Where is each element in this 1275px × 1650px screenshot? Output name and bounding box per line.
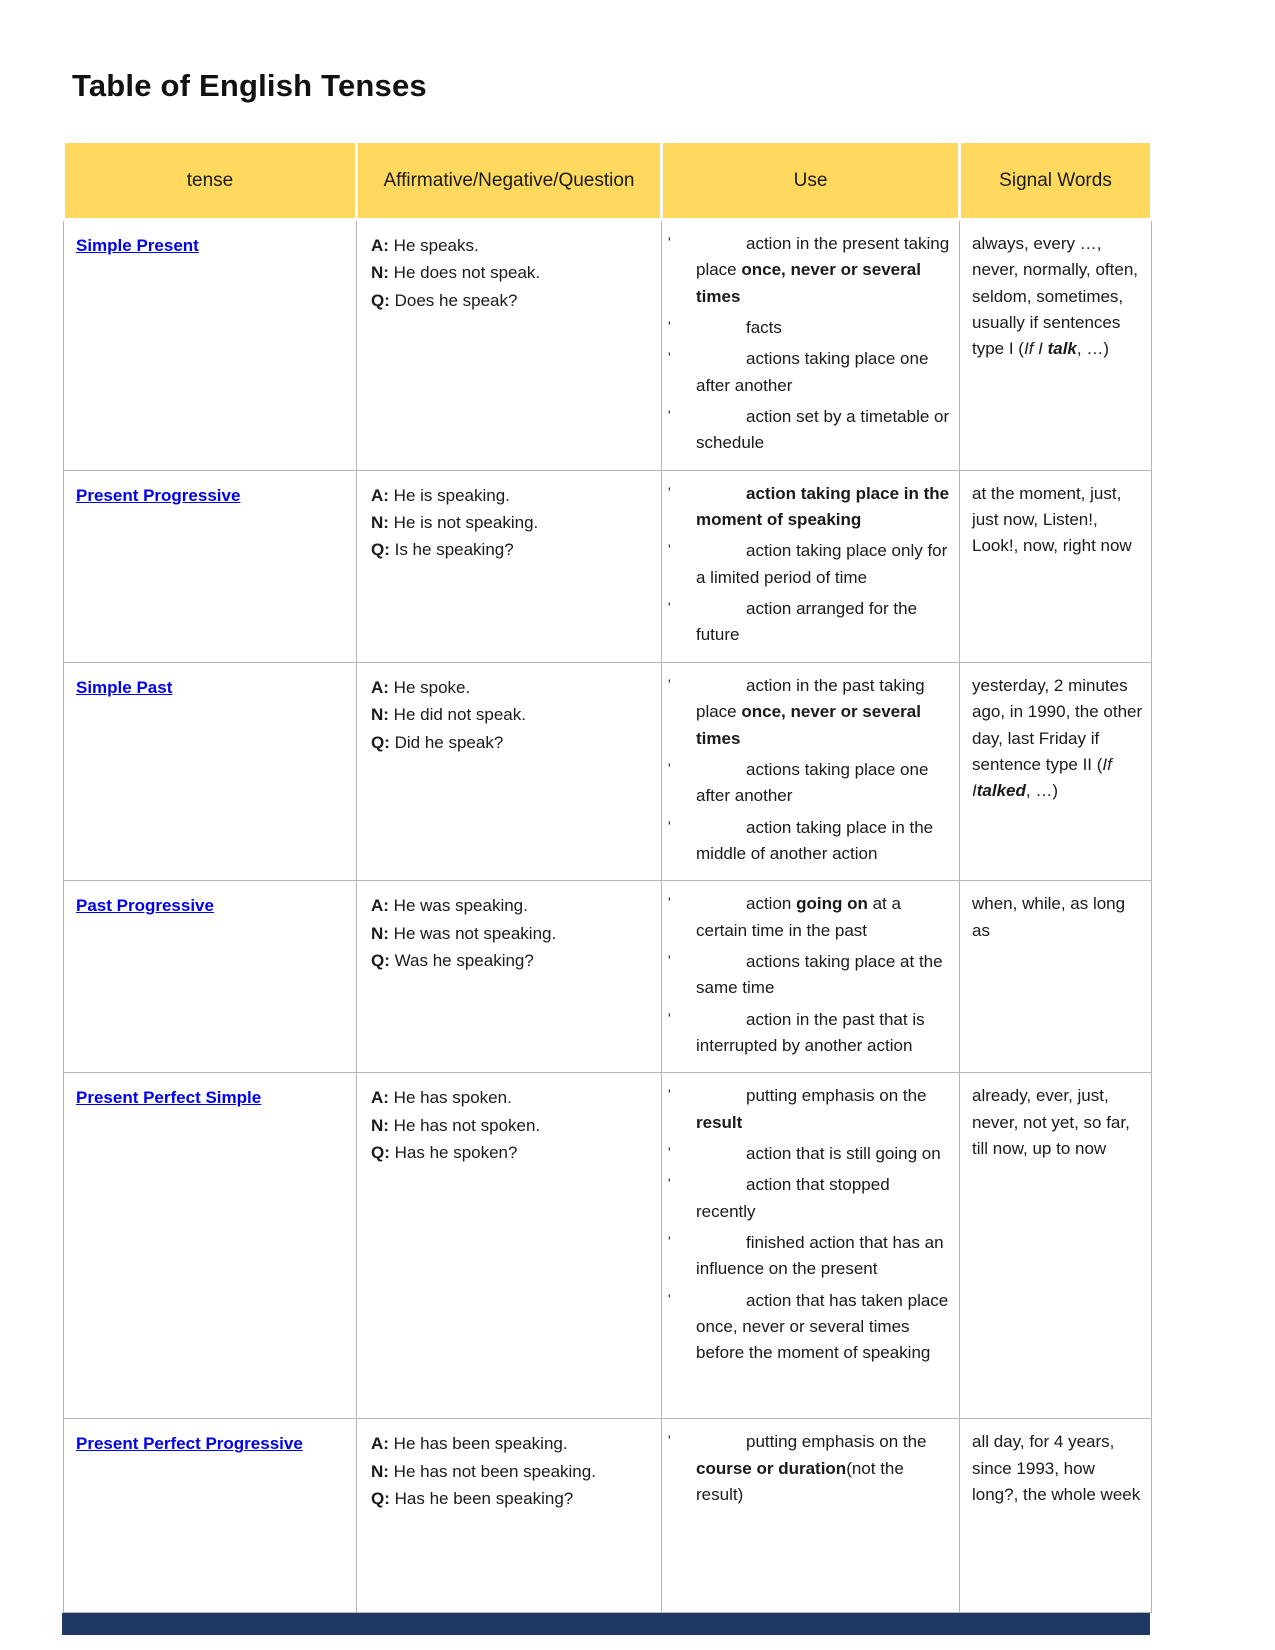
bullet-icon: ' [668, 1290, 671, 1307]
anq-line [371, 1486, 651, 1512]
anq-label: Q: [371, 1142, 395, 1162]
use-item [662, 949, 951, 1002]
text-run: action arranged for the future [696, 599, 918, 645]
use-text [696, 818, 933, 863]
text-run: action taking place in the middle of another action [696, 817, 934, 863]
column-header-affirmative-negative-question: Affirmative/Negative/Question [357, 142, 662, 220]
text-run: yesterday, 2 minutes ago, in 1990, the other day, last Friday if sentence type II ( [972, 675, 1143, 774]
use-item [662, 1172, 951, 1225]
anq-label: N: [371, 923, 394, 943]
anq-text: He spoke. [393, 677, 471, 697]
anq-line [371, 675, 651, 701]
bullet-icon: ' [668, 349, 671, 366]
tense-link[interactable]: Present Perfect Simple [76, 1088, 262, 1108]
signal-cell [960, 662, 1152, 880]
table-body [64, 220, 1152, 1613]
text-run: action taking place only for a limited period of time [696, 541, 948, 587]
text-run: talk [1047, 339, 1077, 359]
text-run: all day, for 4 years, since 1993, how long?, the whole week [972, 1432, 1141, 1504]
use-item [662, 404, 951, 457]
use-cell [662, 470, 960, 662]
text-run: when, while, as long as [972, 894, 1126, 940]
tense-cell [64, 470, 357, 662]
table-row [64, 470, 1152, 662]
use-text [696, 1291, 948, 1363]
tense-cell [64, 220, 357, 471]
anq-line [371, 702, 651, 728]
text-run: , …) [1025, 781, 1058, 801]
use-item [662, 538, 951, 591]
anq-label: A: [371, 485, 394, 505]
use-text [696, 952, 943, 997]
use-item [662, 231, 951, 310]
anq-text: He speaks. [393, 236, 479, 255]
use-text [696, 1432, 927, 1504]
anq-text: Has he spoken? [394, 1142, 518, 1162]
tense-link[interactable]: Simple Present [76, 236, 199, 255]
text-run: already, ever, just, never, not yet, so far, till now, up to now [972, 1086, 1130, 1158]
text-run: actions taking place at the same time [696, 951, 943, 998]
use-cell [662, 881, 960, 1073]
anq-text: He was not speaking. [393, 923, 557, 943]
anq-label: N: [371, 1115, 394, 1135]
tenses-table [62, 140, 1153, 1613]
tense-link[interactable]: Present Progressive [76, 485, 241, 505]
use-cell [662, 220, 960, 471]
text-run: course or duration [696, 1458, 847, 1478]
bullet-icon: ' [668, 1086, 671, 1103]
anq-text: He has been speaking. [393, 1434, 568, 1454]
use-item [662, 596, 951, 649]
anq-line [371, 1085, 651, 1111]
use-text [696, 599, 917, 644]
bullet-icon: ' [668, 541, 671, 558]
anq-text: He is not speaking. [393, 513, 539, 533]
anq-line [371, 1140, 651, 1166]
use-text [696, 234, 949, 306]
text-run: If I [972, 754, 1112, 801]
table-row [64, 662, 1152, 880]
anq-label: A: [371, 236, 394, 255]
text-run: putting emphasis on the [746, 1086, 927, 1106]
tense-link[interactable]: Simple Past [76, 677, 173, 697]
anq-line [371, 1459, 651, 1485]
anq-text: Is he speaking? [394, 540, 514, 560]
anq-label: A: [371, 896, 394, 916]
anq-label: A: [371, 1434, 394, 1454]
anq-text: He has spoken. [393, 1088, 512, 1108]
anq-cell [357, 1073, 662, 1419]
use-text [746, 1144, 941, 1163]
anq-cell [357, 220, 662, 471]
text-run: putting emphasis on the [746, 1432, 927, 1452]
use-text [746, 318, 782, 337]
text-run: action taking place in the moment of speaking [696, 483, 950, 530]
bullet-icon: ' [668, 1143, 671, 1160]
use-item [662, 815, 951, 868]
anq-label: N: [371, 1461, 394, 1481]
anq-text: He did not speak. [393, 705, 526, 725]
signal-cell [960, 1073, 1152, 1419]
text-run: result [696, 1112, 743, 1132]
anq-label: Q: [371, 540, 395, 560]
text-run: action in the past that is interrupted by another action [696, 1009, 925, 1055]
text-run: talked [976, 781, 1026, 801]
text-run: actions taking place one after another [696, 349, 929, 395]
use-item [662, 1230, 951, 1283]
tense-cell [64, 1419, 357, 1613]
table-row [64, 220, 1152, 471]
anq-line [371, 730, 651, 756]
use-item [662, 673, 951, 752]
tense-cell [64, 662, 357, 880]
use-cell [662, 1073, 960, 1419]
use-text [696, 1010, 925, 1055]
use-text [696, 484, 949, 529]
anq-text: He is speaking. [393, 485, 510, 505]
use-text [696, 760, 928, 805]
text-run: action set by a timetable or schedule [696, 407, 950, 453]
use-text [696, 541, 947, 586]
use-text [696, 1175, 890, 1220]
text-run: actions taking place one after another [696, 759, 929, 806]
bullet-icon: ' [668, 1432, 671, 1449]
anq-label: A: [371, 677, 394, 697]
use-item [662, 1429, 951, 1508]
anq-text: He does not speak. [393, 263, 541, 283]
anq-text: He has not been speaking. [393, 1461, 596, 1481]
anq-label: N: [371, 263, 394, 283]
use-item [662, 315, 951, 341]
text-run: action that has taken place once, never or several times before the moment of speaking [696, 1290, 949, 1363]
bullet-icon: ' [668, 483, 671, 500]
use-text [696, 1233, 944, 1278]
anq-text: Does he speak? [394, 290, 518, 310]
use-item [662, 1141, 951, 1167]
tense-cell [64, 1073, 357, 1419]
use-item [662, 1083, 951, 1136]
table-row [64, 1419, 1152, 1613]
use-text [696, 1086, 927, 1131]
anq-line [371, 260, 651, 286]
footer-bar [62, 1613, 1150, 1635]
anq-line [371, 288, 651, 314]
bullet-icon: ' [668, 599, 671, 616]
use-text [696, 407, 949, 452]
column-header-tense: tense [64, 142, 357, 220]
anq-text: He was speaking. [393, 896, 528, 916]
anq-line [371, 921, 651, 947]
anq-line [371, 233, 651, 259]
use-item [662, 1288, 951, 1367]
text-run: , …) [1076, 339, 1109, 359]
anq-line [371, 510, 651, 536]
anq-cell [357, 470, 662, 662]
use-item [662, 891, 951, 944]
text-run: finished action that has an influence on the present [696, 1233, 944, 1279]
text-run: (not the result) [696, 1458, 904, 1504]
signal-cell [960, 881, 1152, 1073]
text-run: always, every …, never, normally, often, seldom, sometimes, usually if sentences type I ( [972, 234, 1138, 359]
anq-line [371, 1113, 651, 1139]
text-run: facts [746, 318, 782, 338]
anq-text: Did he speak? [394, 732, 504, 752]
use-item [662, 757, 951, 810]
bullet-icon: ' [668, 817, 671, 834]
bullet-icon: ' [668, 759, 671, 776]
bullet-icon: ' [668, 1009, 671, 1026]
anq-cell [357, 881, 662, 1073]
anq-label: Q: [371, 290, 395, 310]
anq-cell [357, 662, 662, 880]
tense-cell [64, 881, 357, 1073]
bullet-icon: ' [668, 318, 671, 335]
anq-line [371, 537, 651, 563]
text-run: once, never or several times [696, 260, 921, 306]
anq-label: Q: [371, 732, 395, 752]
tense-link[interactable]: Present Perfect Progressive [76, 1434, 303, 1454]
text-run: If I [1023, 339, 1048, 359]
anq-cell [357, 1419, 662, 1613]
text-run: action that is still going on [746, 1143, 941, 1163]
text-run: at the moment, just, just now, Listen!, Look!, now, right now [972, 483, 1132, 556]
text-run: action in the past taking place [696, 675, 925, 722]
anq-label: Q: [371, 950, 395, 970]
text-run: at a certain time in the past [696, 894, 901, 940]
anq-line [371, 893, 651, 919]
text-run: going on [796, 894, 868, 914]
use-text [696, 894, 901, 939]
text-run: once, never or several times [696, 702, 921, 748]
bullet-icon: ' [668, 407, 671, 424]
text-run: action [746, 894, 797, 914]
use-text [696, 349, 928, 394]
bullet-icon: ' [668, 234, 671, 250]
column-header-signal-words: Signal Words [960, 142, 1152, 220]
table-row [64, 881, 1152, 1073]
signal-cell [960, 470, 1152, 662]
anq-line [371, 1431, 651, 1457]
anq-label: N: [371, 513, 394, 533]
use-cell [662, 1419, 960, 1613]
signal-cell [960, 1419, 1152, 1613]
anq-label: N: [371, 705, 394, 725]
text-run: action that stopped recently [696, 1175, 890, 1221]
use-item [662, 1007, 951, 1060]
anq-label: Q: [371, 1488, 395, 1508]
use-item [662, 346, 951, 399]
anq-line [371, 948, 651, 974]
tense-link[interactable]: Past Progressive [76, 896, 214, 916]
column-header-use: Use [662, 142, 960, 220]
table-row [64, 1073, 1152, 1419]
anq-text: Was he speaking? [394, 950, 534, 970]
bullet-icon: ' [668, 894, 671, 911]
bullet-icon: ' [668, 951, 671, 968]
anq-text: Has he been speaking? [394, 1488, 574, 1508]
bullet-icon: ' [668, 1233, 671, 1249]
signal-cell [960, 220, 1152, 471]
anq-text: He has not spoken. [393, 1115, 541, 1135]
bullet-icon: ' [668, 1175, 671, 1192]
page-title: Table of English Tenses [72, 68, 427, 103]
use-cell [662, 662, 960, 880]
use-item [662, 481, 951, 534]
anq-label: A: [371, 1088, 394, 1108]
header-row [64, 142, 1152, 220]
use-text [696, 676, 925, 748]
text-run: action in the present taking place [696, 234, 950, 280]
bullet-icon: ' [668, 675, 671, 692]
anq-line [371, 483, 651, 509]
